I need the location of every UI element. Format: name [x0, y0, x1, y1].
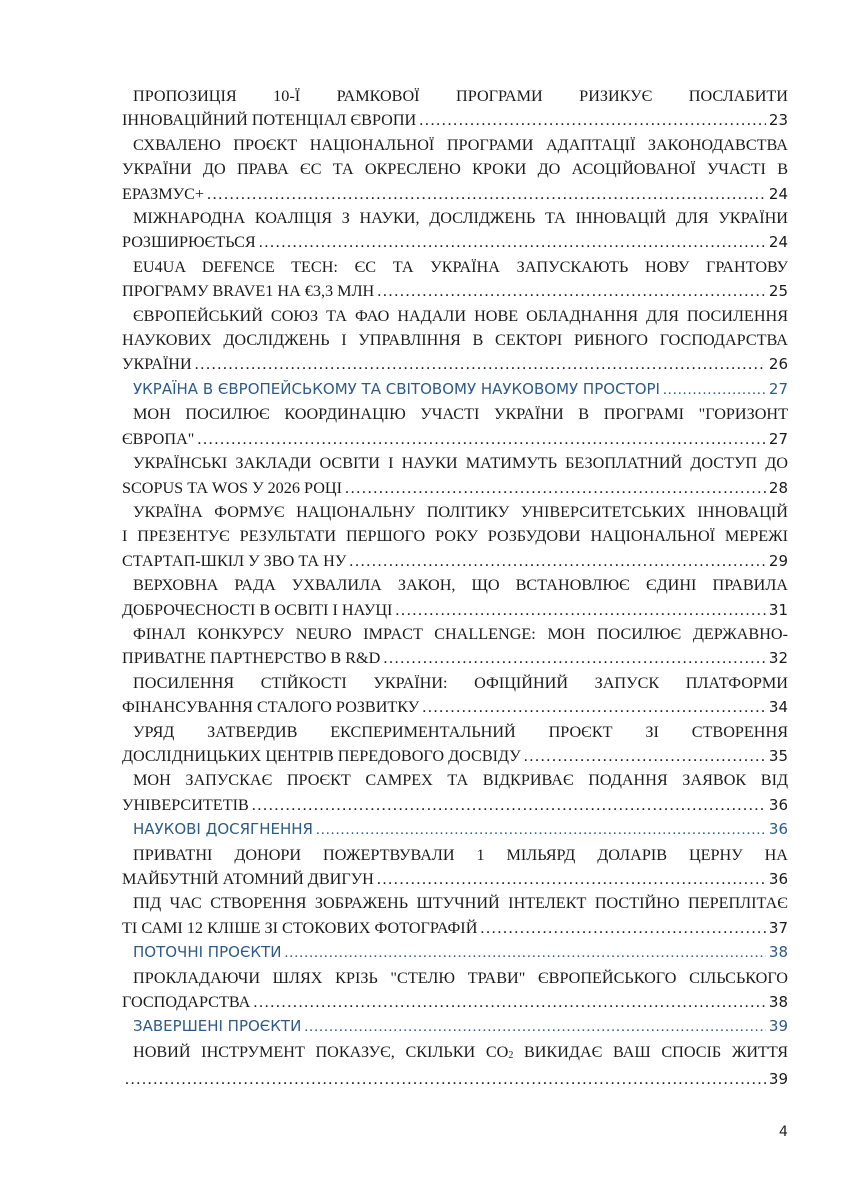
toc-entry-title-end: ЕРАЗМУС+: [122, 184, 204, 203]
toc-section-heading[interactable]: [122, 817, 788, 842]
toc-entry-title-end: НАУКОВІ ДОСЯГНЕННЯ: [133, 820, 313, 839]
toc-entry-line: МОН ПОСИЛЮЄ КООРДИНАЦІЮ УЧАСТІ УКРАЇНИ В ПРОГРАМІ "ГОРИЗОНТ: [133, 405, 788, 424]
toc-entry-line: МОН ЗАПУСКАЄ ПРОЄКТ CAMPEX ТА ВІДКРИВАЄ ПОДАННЯ ЗАЯВОК ВІД: [133, 771, 788, 790]
toc-section-heading[interactable]: [122, 1014, 788, 1039]
dot-leader: [259, 230, 766, 254]
dot-leader: [304, 1015, 766, 1039]
dot-leader: [252, 793, 766, 817]
toc-entry-title-end: ТІ САМІ 12 КЛІШЕ ЗІ СТОКОВИХ ФОТОГРАФІЙ: [122, 918, 478, 937]
dot-leader: [316, 818, 766, 842]
toc-page-number: 29: [768, 551, 788, 570]
dot-leader: [383, 646, 766, 670]
toc-page-number: 24: [768, 233, 788, 252]
dot-leader: [663, 378, 766, 402]
toc-entry-line: НАУКОВИХ ДОСЛІДЖЕНЬ І УПРАВЛІННЯ В СЕКТОРІ РИБНОГО ГОСПОДАРСТВА: [122, 331, 788, 350]
toc-entry[interactable]: [122, 573, 788, 622]
toc-entry-title-end: ГОСПОДАРСТВА: [122, 993, 251, 1012]
toc-page-number: 36: [768, 795, 788, 814]
toc-section-heading[interactable]: [122, 377, 788, 402]
toc-entry-line: І ПРЕЗЕНТУЄ РЕЗУЛЬТАТИ ПЕРШОГО РОКУ РОЗБУДОВИ НАЦІОНАЛЬНОЇ МЕРЕЖІ: [122, 527, 788, 546]
page-number: 4: [779, 1124, 788, 1140]
dot-leader: [480, 916, 766, 940]
toc-entry-line: ВЕРХОВНА РАДА УХВАЛИЛА ЗАКОН, ЩО ВСТАНОВЛЮЄ ЄДИНІ ПРАВИЛА: [133, 576, 788, 595]
toc-entry-title-end: МАЙБУТНІЙ АТОМНИЙ ДВИГУН: [122, 870, 374, 888]
toc-entry-line: УРЯД ЗАТВЕРДИВ ЕКСПЕРИМЕНТАЛЬНИЙ ПРОЄКТ ЗІ СТВОРЕННЯ: [133, 722, 788, 741]
table-of-contents: [122, 84, 788, 1092]
toc-entry-line: СХВАЛЕНО ПРОЄКТ НАЦІОНАЛЬНОЇ ПРОГРАМИ АДАПТАЦІЇ ЗАКОНОДАВСТВА: [133, 135, 788, 154]
toc-page-number: 26: [768, 355, 788, 374]
toc-page-number: 31: [768, 600, 788, 619]
toc-page-number: 27: [768, 379, 788, 398]
toc-entry[interactable]: [122, 843, 788, 892]
toc-page-number: 23: [768, 111, 788, 130]
toc-entry-line: УКРАЇНИ ДО ПРАВА ЄС ТА ОКРЕСЛЕНО КРОКИ ДО АСОЦІЙОВАНОЇ УЧАСТІ В: [122, 160, 788, 179]
toc-entry[interactable]: [122, 966, 788, 1015]
dot-leader: [524, 744, 766, 768]
toc-entry[interactable]: [122, 500, 788, 573]
toc-entry-title-end: ФІНАНСУВАННЯ СТАЛОГО РОЗВИТКУ: [122, 698, 420, 717]
toc-page-number: 25: [768, 282, 788, 301]
toc-entry[interactable]: [122, 891, 788, 940]
toc-entry[interactable]: [122, 84, 788, 133]
toc-entry-line: ПІД ЧАС СТВОРЕННЯ ЗОБРАЖЕНЬ ШТУЧНИЙ ІНТЕЛЕКТ ПОСТІЙНО ПЕРЕПЛІТАЄ: [133, 894, 788, 913]
toc-entry[interactable]: [122, 451, 788, 500]
toc-entry-title-end: ПРИВАТНЕ ПАРТНЕРСТВО В R&D: [122, 649, 381, 668]
toc-entry[interactable]: [122, 206, 788, 255]
toc-entry-line: EU4UA DEFENCE TECH: ЄС ТА УКРАЇНА ЗАПУСКАЮТЬ НОВУ ГРАНТОВУ: [133, 257, 788, 276]
toc-page-number: 28: [768, 478, 788, 497]
dot-leader: [377, 279, 766, 303]
toc-entry-line: ПОСИЛЕННЯ СТІЙКОСТІ УКРАЇНИ: ОФІЦІЙНИЙ ЗАПУСК ПЛАТФОРМИ: [133, 673, 788, 692]
toc-page-number: 36: [768, 820, 788, 839]
toc-entry[interactable]: [122, 768, 788, 817]
toc-entry[interactable]: [122, 133, 788, 206]
toc-entry[interactable]: [122, 671, 788, 720]
toc-entry-title-end: УКРАЇНИ: [122, 355, 192, 374]
toc-entry[interactable]: [122, 622, 788, 671]
toc-entry-title-end: УНІВЕРСИТЕТІВ: [122, 795, 249, 814]
toc-page-number: 35: [768, 746, 788, 765]
toc-entry-title-end: СТАРТАП-ШКІЛ У ЗВО ТА НУ: [122, 551, 347, 570]
dot-leader: [345, 476, 766, 500]
toc-entry-title-end: ДОСЛІДНИЦЬКИХ ЦЕНТРІВ ПЕРЕДОВОГО ДОСВІДУ: [122, 746, 521, 765]
toc-entry-title-end: ІННОВАЦІЙНИЙ ПОТЕНЦІАЛ ЄВРОПИ: [122, 111, 417, 130]
toc-entry-title-end: УКРАЇНА В ЄВРОПЕЙСЬКОМУ ТА СВІТОВОМУ НАУКОВОМУ ПРОСТОРІ: [133, 379, 660, 398]
toc-entry-title-end: ПРОГРАМУ BRAVE1 НА €3,3 МЛН: [122, 282, 375, 301]
toc-entry-title-end: ЄВРОПА": [122, 429, 195, 448]
toc-page-number: 27: [768, 429, 788, 448]
toc-entry-title-end: РОЗШИРЮЄТЬСЯ: [122, 233, 256, 252]
toc-entry[interactable]: [122, 255, 788, 304]
toc-page-number: 34: [768, 698, 788, 717]
dot-leader: [125, 1067, 766, 1091]
dot-leader: [197, 427, 766, 451]
dot-leader: [207, 182, 766, 206]
dot-leader: [349, 549, 766, 573]
toc-entry-line: ЄВРОПЕЙСЬКИЙ СОЮЗ ТА ФАО НАДАЛИ НОВЕ ОБЛАДНАННЯ ДЛЯ ПОСИЛЕННЯ: [133, 306, 788, 325]
dot-leader: [284, 941, 765, 965]
toc-entry-line: ПРОКЛАДАЮЧИ ШЛЯХ КРІЗЬ "СТЕЛЮ ТРАВИ" ЄВРОПЕЙСЬКОГО СІЛЬСЬКОГО: [133, 968, 788, 987]
toc-entry[interactable]: [122, 402, 788, 451]
toc-entry[interactable]: [122, 304, 788, 377]
toc-entry-line: НОВИЙ ІНСТРУМЕНТ ПОКАЗУЄ, СКІЛЬКИ $CO_2$ ВИКИДАЄ ВАШ СПОСІБ ЖИТТЯ: [133, 1042, 789, 1061]
dot-leader: [253, 990, 766, 1014]
toc-entry-line: ФІНАЛ КОНКУРСУ NEURO IMPACT CHALLENGE: МОН ПОСИЛЮЄ ДЕРЖАВНО-: [133, 624, 789, 643]
toc-entry-title-end: ЗАВЕРШЕНІ ПРОЄКТИ: [133, 1017, 302, 1036]
toc-page-number: 39: [768, 1017, 788, 1036]
toc-entry[interactable]: [122, 1040, 788, 1092]
toc-entry-line: МІЖНАРОДНА КОАЛІЦІЯ З НАУКИ, ДОСЛІДЖЕНЬ ТА ІННОВАЦІЙ ДЛЯ УКРАЇНИ: [133, 209, 788, 228]
toc-entry-title-end: ДОБРОЧЕСНОСТІ В ОСВІТІ І НАУЦІ: [122, 600, 393, 619]
toc-page-number: 37: [768, 918, 788, 937]
dot-leader: [395, 598, 766, 622]
toc-page-number: 36: [768, 870, 788, 888]
toc-entry-line: УКРАЇНСЬКІ ЗАКЛАДИ ОСВІТИ І НАУКИ МАТИМУТЬ БЕЗОПЛАТНИЙ ДОСТУП ДО: [133, 454, 788, 473]
dot-leader: [419, 108, 766, 132]
toc-entry-title-end: SCOPUS ТА WOS У 2026 РОЦІ: [122, 478, 342, 497]
toc-section-heading[interactable]: [122, 940, 788, 965]
dot-leader: [195, 352, 766, 376]
dot-leader: [422, 695, 766, 719]
toc-entry-line: УКРАЇНА ФОРМУЄ НАЦІОНАЛЬНУ ПОЛІТИКУ УНІВЕРСИТЕТСЬКИХ ІННОВАЦІЙ: [133, 502, 788, 521]
toc-entry[interactable]: [122, 720, 788, 769]
toc-entry-line: ПРИВАТНІ ДОНОРИ ПОЖЕРТВУВАЛИ 1 МІЛЬЯРД ДОЛАРІВ ЦЕРНУ НА: [133, 845, 788, 864]
toc-page-number: 39: [768, 1070, 788, 1089]
toc-page-number: 38: [768, 993, 788, 1012]
toc-page-number: 32: [768, 649, 788, 668]
dot-leader: [377, 867, 766, 891]
toc-page-number: 24: [768, 184, 788, 203]
toc-entry-line: ПРОПОЗИЦІЯ 10-Ї РАМКОВОЇ ПРОГРАМИ РИЗИКУЄ ПОСЛАБИТИ: [133, 87, 788, 105]
toc-entry-title-end: ПОТОЧНІ ПРОЄКТИ: [133, 943, 282, 962]
toc-page-number: 38: [768, 943, 788, 962]
